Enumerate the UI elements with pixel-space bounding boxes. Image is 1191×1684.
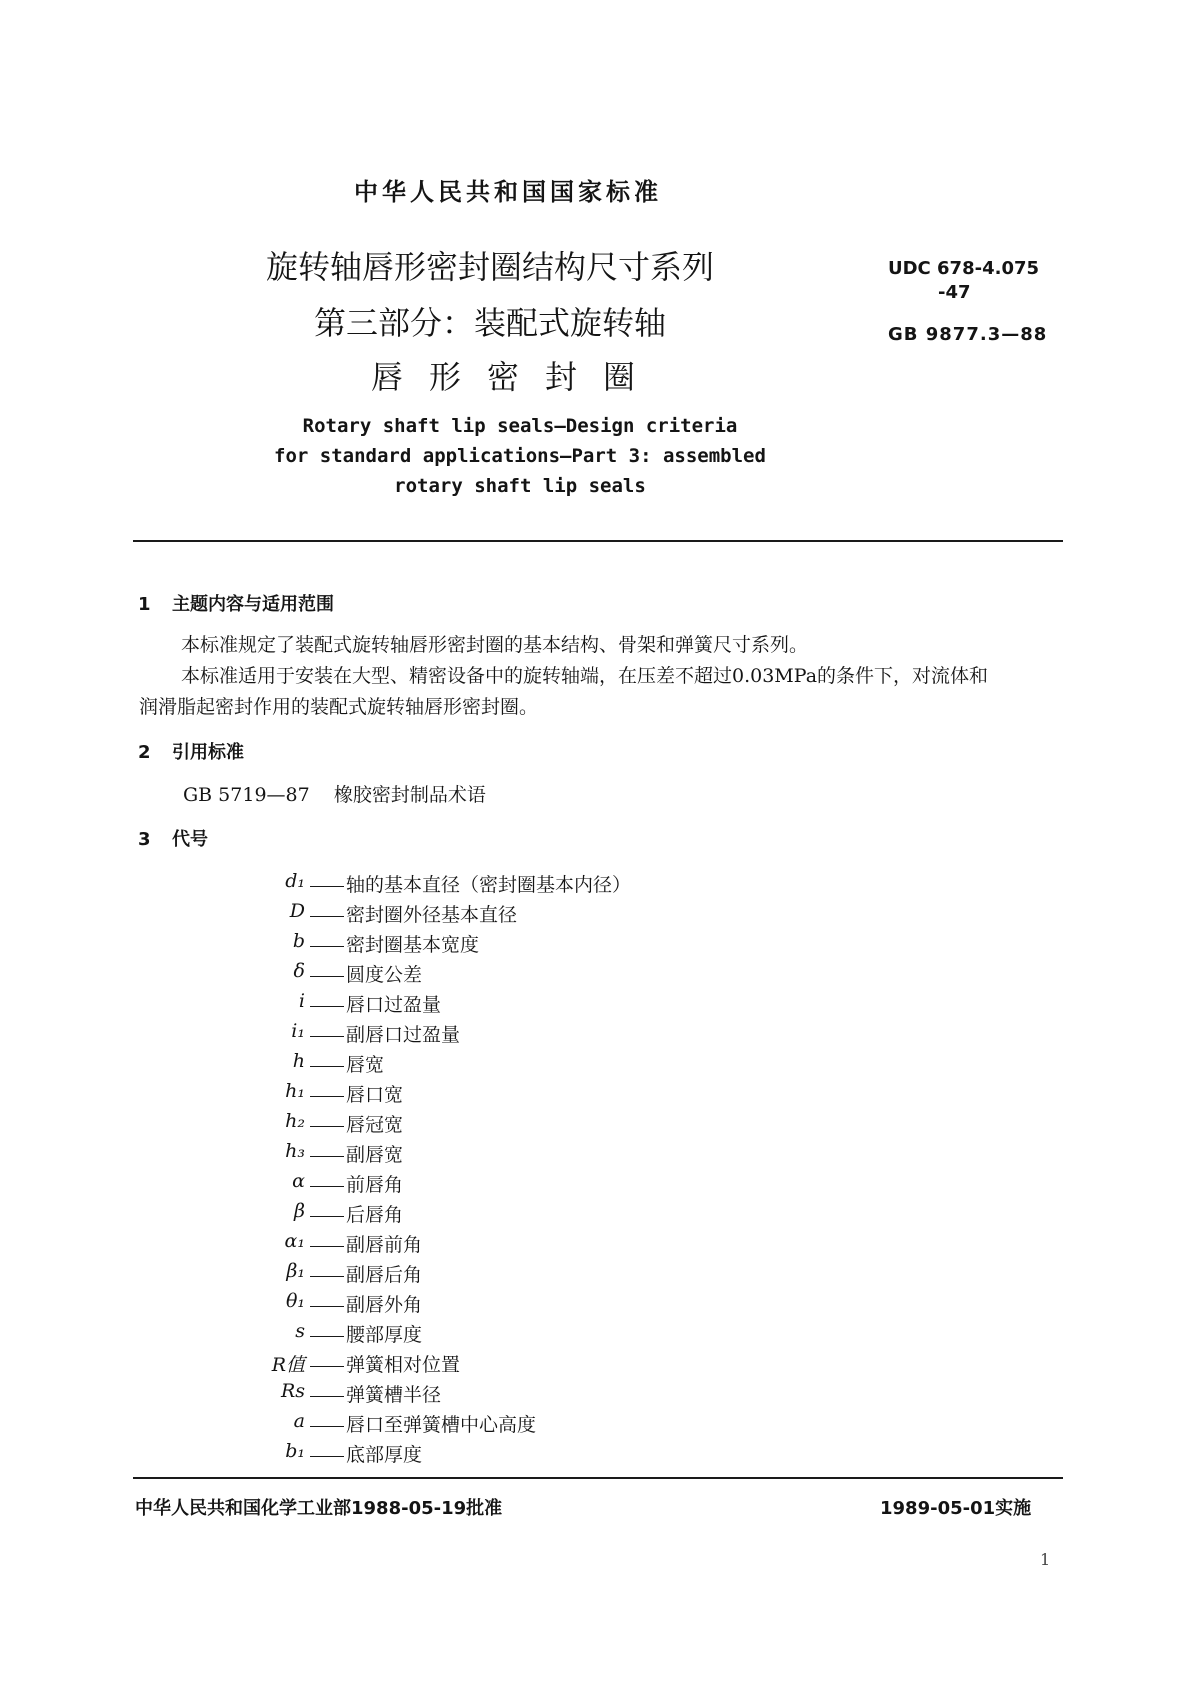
symbol: β (294, 1200, 305, 1222)
symbol-description: 密封圈基本宽度 (346, 934, 480, 956)
symbol: s (295, 1320, 305, 1342)
symbol: i (298, 990, 305, 1012)
symbol-description: 唇口宽 (346, 1084, 404, 1106)
symbol: b₁ (285, 1440, 305, 1462)
symbol-row (140, 1380, 740, 1410)
symbol-row (140, 1050, 740, 1080)
symbol-description: 唇口至弹簧槽中心高度 (346, 1414, 537, 1436)
symbol: h (292, 1050, 305, 1072)
symbol-description: 腰部厚度 (346, 1324, 423, 1346)
symbol: a (293, 1410, 305, 1432)
symbol-row (140, 930, 740, 960)
symbol: h₁ (285, 1080, 305, 1102)
symbol: α₁ (284, 1230, 305, 1252)
standard-header: 中华人民共和国国家标准 (354, 178, 662, 206)
symbol-description: 弹簧槽半径 (346, 1384, 442, 1406)
symbol-description: 前唇角 (346, 1174, 404, 1196)
udc-code: UDC 678-4.075 (888, 258, 1040, 279)
section-2-heading (138, 738, 244, 764)
symbol-row (140, 1170, 740, 1200)
section-1-heading (138, 590, 334, 616)
symbol-row (140, 870, 740, 900)
symbol: D (289, 900, 305, 922)
section-1-paragraph-1: 本标准规定了装配式旋转轴唇形密封圈的基本结构、骨架和弹簧尺寸系列。 (181, 634, 809, 656)
symbol-description: 轴的基本直径（密封圈基本内径） (346, 874, 632, 896)
section-number: 2 (138, 742, 151, 763)
symbol-row (140, 1320, 740, 1350)
symbol-row (140, 1230, 740, 1260)
symbol-row (140, 1350, 740, 1380)
symbol-description: 圆度公差 (346, 964, 423, 986)
symbol: h₃ (285, 1140, 305, 1162)
symbol-row (140, 1260, 740, 1290)
en-title-line3: rotary shaft lip seals (394, 475, 646, 497)
en-title-line2: for standard applications—Part 3: assembled (274, 445, 766, 467)
header-divider (133, 540, 1063, 542)
symbol: R值 (271, 1354, 305, 1376)
cn-title-line3: 唇形密封圈 (370, 358, 661, 396)
symbol-row (140, 1110, 740, 1140)
symbol: d₁ (285, 870, 305, 892)
symbol-description: 密封圈外径基本直径 (346, 904, 518, 926)
gb-number: GB 9877.3—88 (888, 324, 1048, 345)
symbol-description: 副唇外角 (346, 1294, 423, 1316)
symbol: β₁ (286, 1260, 305, 1282)
symbol: i₁ (291, 1020, 305, 1042)
cn-title-line2: 第三部分：装配式旋转轴 (313, 304, 666, 342)
page-number: 1 (1040, 1550, 1051, 1569)
footer-divider (133, 1477, 1063, 1479)
symbol-description: 副唇前角 (346, 1234, 423, 1256)
symbol-description: 副唇口过盈量 (346, 1024, 461, 1046)
reference-standard: GB 5719—87 橡胶密封制品术语 (183, 784, 486, 806)
en-title-line1: Rotary shaft lip seals—Design criteria (302, 415, 738, 437)
symbol-description: 副唇后角 (346, 1264, 423, 1286)
symbol-description: 唇冠宽 (346, 1114, 404, 1136)
symbol: h₂ (285, 1110, 305, 1132)
symbol: Rs (280, 1380, 305, 1402)
symbol-description: 底部厚度 (346, 1444, 423, 1466)
symbol: δ (293, 960, 305, 982)
symbol-row (140, 1020, 740, 1050)
symbol-row (140, 1410, 740, 1440)
symbol-row (140, 900, 740, 930)
section-1-paragraph-2-cont: 润滑脂起密封作用的装配式旋转轴唇形密封圈。 (139, 696, 539, 718)
symbol-description: 后唇角 (346, 1204, 404, 1226)
symbol-row (140, 1200, 740, 1230)
symbol-description: 副唇宽 (346, 1144, 404, 1166)
udc-code-continued: -47 (938, 282, 971, 303)
symbol-row (140, 1290, 740, 1320)
effective-date: 1989-05-01实施 (880, 1498, 1032, 1519)
symbol-description: 唇口过盈量 (346, 994, 442, 1016)
symbol-row (140, 1080, 740, 1110)
section-title: 主题内容与适用范围 (172, 594, 334, 615)
approval-note: 中华人民共和国化学工业部1988-05-19批准 (135, 1498, 503, 1519)
symbol-row (140, 1140, 740, 1170)
section-1-paragraph-2: 本标准适用于安装在大型、精密设备中的旋转轴端，在压差不超过0.03MPa的条件下，对流体和 (181, 665, 989, 687)
symbol-row (140, 960, 740, 990)
symbol: θ₁ (285, 1290, 305, 1312)
symbol: b (292, 930, 305, 952)
cn-title-line1: 旋转轴唇形密封圈结构尺寸系列 (265, 248, 714, 286)
symbol-row (140, 1440, 740, 1470)
section-3-heading (138, 825, 208, 851)
symbol-description: 弹簧相对位置 (346, 1354, 461, 1376)
section-number: 3 (138, 829, 151, 850)
symbol-row (140, 990, 740, 1020)
section-title: 代号 (172, 829, 208, 850)
section-number: 1 (138, 594, 151, 615)
symbol-description: 唇宽 (346, 1054, 385, 1076)
section-title: 引用标准 (172, 742, 244, 763)
symbol: α (292, 1170, 305, 1192)
